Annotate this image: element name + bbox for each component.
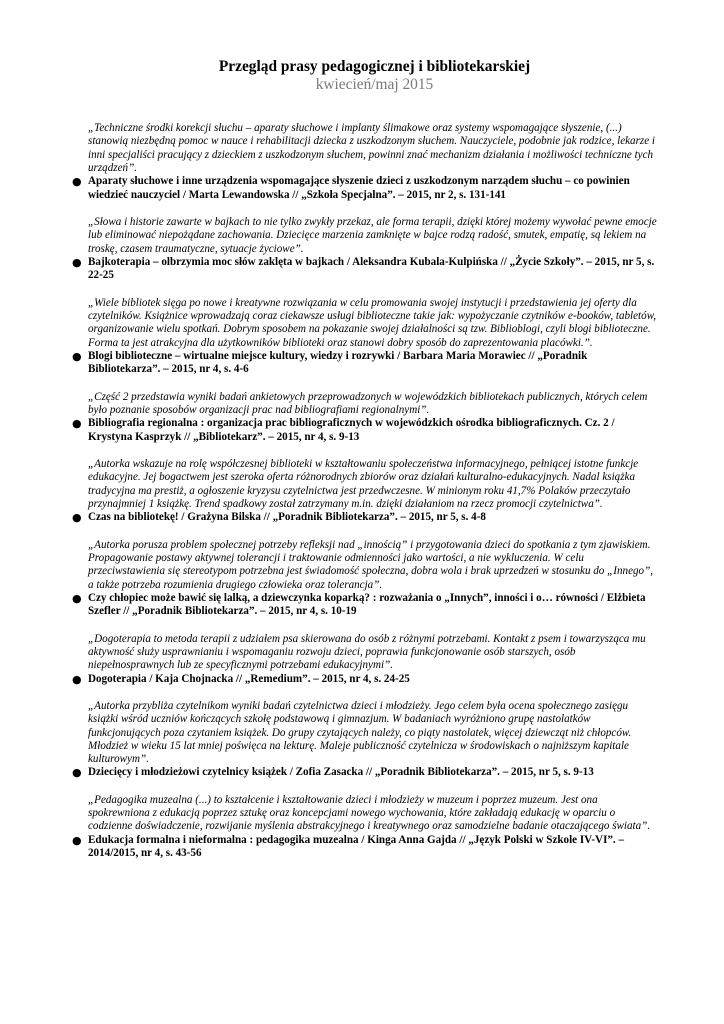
entry-citation: Czas na bibliotekę! / Grażyna Bilska // „Poradnik Bibliotekarza”. – 2015, nr 5, s. 4-8 <box>88 511 486 524</box>
bullet-icon: ● <box>72 511 82 525</box>
entry-abstract: „Dogoterapia to metoda terapii z udziałem psa skierowana do osób z różnymi potrzebami. Kontakt z psem i towarzysząca mu aktywność służy usprawnianiu i wspomaganiu rozwoju dzieci, poprawia funkcjonowanie osób starszych, osób niepełnosprawnych lub ze specyficznymi potrzebami edukacyjnymi”. <box>88 632 646 672</box>
citation-item <box>72 672 661 686</box>
entry-citation: Dziecięcy i młodzieżowi czytelnicy książek / Zofia Zasacka // „Poradnik Bibliotekarza”. – 2015, nr 5, s. 9-13 <box>88 766 594 779</box>
review-entry <box>72 458 661 525</box>
entry-citation: Aparaty słuchowe i inne urządzenia wspomagające słyszenie dzieci z uszkodzonym narządem słuchu – co powinien wiedzieć nauczyciel / Marta Lewandowska // „Szkoła Specjalna”. – 2015, nr 2, s. 131-141 <box>88 175 630 201</box>
review-entry <box>72 122 661 202</box>
entry-citation: Bajkoterapia – olbrzymia moc słów zaklęta w bajkach / Aleksandra Kubala-Kulpińska // „Życie Szkoły”. – 2015, nr 5, s. 22-25 <box>88 255 655 282</box>
bullet-icon: ● <box>72 591 82 605</box>
review-entry <box>72 216 661 283</box>
entry-citation: Bibliografia regionalna : organizacja prac bibliograficznych w wojewódzkich ośrodka bibliograficznych. Cz. 2 / Krystyna Kasprzyk // „Bibliotekarz”. – 2015, nr 4, s. 9-13 <box>88 417 615 443</box>
bullet-icon: ● <box>72 349 82 363</box>
citation-list <box>72 255 661 283</box>
entry-citation: Edukacja formalna i nieformalna : pedagogika muzealna / Kinga Anna Gajda // „Język Polski w Szkole IV-VI”. – 2014/2015, nr 4, s. 43-56 <box>88 833 625 860</box>
citation-list <box>72 511 661 525</box>
citation-list <box>72 349 661 377</box>
entry-abstract: „Autorka porusza problem społecznej potrzeby refleksji nad „innością” i przygotowania dzieci do spotkania z tym zjawiskiem. Propagowanie postawy aktywnej tolerancji i traktowanie odmienności jako wartości, a nie wykluczenia. W celu przeciwstawienia się stereotypom potrzebna jest świadomość społeczna, dobra wola i brak uprzedzeń w stosunku do „Innego”, a także potrzeba rozumienia drugiego człowieka oraz tolerancja”. <box>88 538 654 591</box>
bullet-icon: ● <box>72 255 82 269</box>
citation-item <box>72 417 661 444</box>
review-entry <box>72 390 661 444</box>
entry-abstract: „Wiele bibliotek sięga po nowe i kreatywne rozwiązania w celu promowania swojej instytucji i przedstawienia jej oferty dla czytelników. Książnice wprowadzają coraz ciekawsze usługi biblioteczne takie jak: wypożyczanie czytników e-booków, tabletów, organizowanie wielu spotkań. Dobrym sposobem na pokazanie swojej działalności są tzw. Biblioblogi, czyli blogi biblioteczne. Forma ta jest atrakcyjna dla użytkowników biblioteki oraz stanowi dobry sposób do zaprezentowania placówki.”. <box>88 296 657 349</box>
citation-list <box>72 833 661 861</box>
document-subtitle: kwiecień/maj 2015 <box>315 76 434 93</box>
bullet-icon: ● <box>72 175 82 189</box>
review-entry <box>72 296 661 377</box>
citation-item <box>72 833 661 861</box>
citation-list <box>72 591 661 619</box>
entry-abstract: „Słowa i historie zawarte w bajkach to nie tylko zwykły przekaz, ale forma terapii, dzięki której możemy wywołać pewne emocje lub eliminować niepożądane zachowania. Dziecięce marzenia zamknięte w bajce rodzą radość, smutek, empatię, są lekiem na troskę, czasem traumatyczne, sytuacje życiowe”. <box>88 216 657 255</box>
bullet-icon: ● <box>72 672 82 686</box>
citation-item <box>72 349 661 377</box>
citation-item <box>72 175 661 202</box>
entry-abstract: „Pedagogika muzealna (...) to kształcenie i kształtowanie dzieci i młodzieży w muzeum i poprzez muzeum. Jest ona spokrewniona z edukacją poprzez sztukę oraz koncepcjami nowego wychowania, które zakładają edukację w oparciu o codzienne doświadczenie, rozwijanie myślenia abstrakcyjnego i kreatywnego oraz samodzielne badanie otaczającego świata”. <box>88 793 651 833</box>
entry-abstract: „Techniczne środki korekcji słuchu – aparaty słuchowe i implanty ślimakowe oraz systemy wspomagające słyszenie, (...) stanowią niezbędną pomoc w nauce i rehabilitacji dziecka z uszkodzonym słuchem. Nauczyciele, podobnie jak rodzice, lekarze i inni specjaliści pracujący z dzieckiem z uszkodzonym słuchem, powinni znać mechanizm działania i możliwości techniczne tych urządzeń”. <box>88 122 656 174</box>
review-entry <box>72 793 661 861</box>
bullet-icon: ● <box>72 766 82 780</box>
bullet-icon: ● <box>72 833 82 847</box>
entry-citation: Dogoterapia / Kaja Chojnacka // „Remedium”. – 2015, nr 4, s. 24-25 <box>88 672 410 685</box>
entry-abstract: „Część 2 przedstawia wyniki badań ankietowych przeprowadzonych w wojewódzkich bibliotekach publicznych, których celem było poznanie sposobów organizacji prac nad bibliografiami regionalnymi”. <box>88 390 648 416</box>
citation-item <box>72 766 661 780</box>
entry-abstract: „Autorka wskazuje na rolę współczesnej biblioteki w kształtowaniu społeczeństwa informacyjnego, pełniącej istotne funkcje edukacyjne. Jej bogactwem jest szeroka oferta różnorodnych zbiorów oraz działań kulturalno-edukacyjnych. Nadal książka tradycyjna ma prestiż, a ogłoszenie kryzysu czytelnictwa jest przedwczesne. W minionym roku 41,7% Polaków przeczytało przynajmniej 1 książkę. Trend spadkowy został zatrzymany m.in. dzięki działaniom na rzecz promocji czytelnictwa”. <box>88 458 639 510</box>
citation-item <box>72 511 661 525</box>
entry-abstract: „Autorka przybliża czytelnikom wyniki badań czytelnictwa dzieci i młodzieży. Jego celem była ocena społecznego zasięgu książki wśród uczniów kończących szkołę podstawową i gimnazjum. W badaniach wyróżniono grupę nastolatków funkcjonujących poza czytaniem książek. Do grupy czytających należy, co piąty nastolatek, więcej dziewcząt niż chłopców. Młodzież w wieku 15 lat mniej poświęca na lekturę. Maleje publiczność czytelnicza w środowiskach o najniższym kapitale kulturowym”. <box>88 700 632 766</box>
document-title: Przegląd prasy pedagogicznej i bibliotekarskiej <box>218 58 531 75</box>
bullet-icon: ● <box>72 417 82 431</box>
citation-list <box>72 766 661 780</box>
review-entry <box>72 700 661 780</box>
citation-list <box>72 175 661 202</box>
review-entry <box>72 538 661 619</box>
review-entry <box>72 632 661 686</box>
entry-citation: Blogi biblioteczne – wirtualne miejsce kultury, wiedzy i rozrywki / Barbara Maria Morawiec // „Poradnik Bibliotekarza”. – 2015, nr 4, s. 4-6 <box>88 349 588 376</box>
document-header <box>88 58 661 94</box>
entry-citation: Czy chłopiec może bawić się lalką, a dziewczynka koparką? : rozważania o „Innych”, inności i o… równości / Elżbieta Szefler // „Poradnik Bibliotekarza”. – 2015, nr 4, s. 10-19 <box>88 591 646 618</box>
citation-item <box>72 591 661 619</box>
citation-list <box>72 417 661 444</box>
citation-item <box>72 255 661 283</box>
document-page <box>72 58 661 875</box>
citation-list <box>72 672 661 686</box>
